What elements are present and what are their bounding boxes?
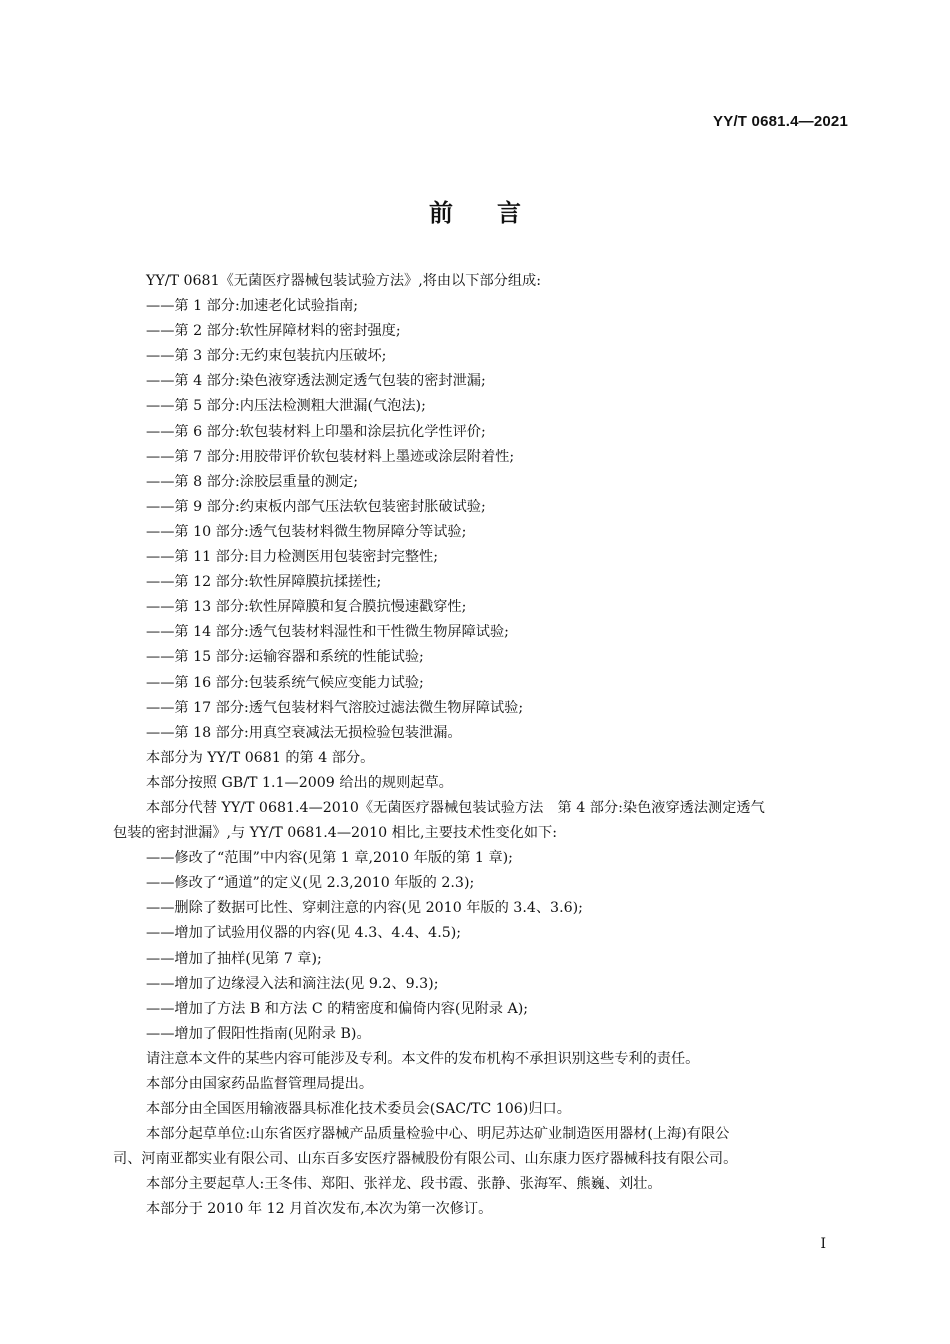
page-number: I — [820, 1236, 826, 1252]
list-item: ——第 7 部分:用胶带评价软包装材料上墨迹或涂层附着性; — [146, 448, 515, 465]
paragraph: YY/T 0681《无菌医疗器械包装试验方法》,将由以下部分组成: — [146, 273, 542, 289]
list-item: ——第 13 部分:软性屏障膜和复合膜抗慢速戳穿性; — [146, 599, 467, 616]
list-item: ——增加了抽样(见第 7 章); — [146, 950, 322, 967]
paragraph: 本部分于 2010 年 12 月首次发布,本次为第一次修订。 — [146, 1201, 493, 1218]
paragraph: 本部分起草单位:山东省医疗器械产品质量检验中心、明尼苏达矿业制造医用器材(上海)有限公 — [146, 1126, 730, 1143]
list-item: ——第 12 部分:软性屏障膜抗揉搓性; — [146, 574, 382, 591]
list-item: ——第 9 部分:约束板内部气压法软包装密封胀破试验; — [146, 498, 486, 515]
list-item: ——增加了假阳性指南(见附录 B)。 — [146, 1025, 371, 1042]
list-item: ——第 17 部分:透气包装材料气溶胶过滤法微生物屏障试验; — [146, 699, 524, 716]
list-item: ——第 14 部分:透气包装材料湿性和干性微生物屏障试验; — [146, 624, 509, 641]
list-item: ——增加了试验用仪器的内容(见 4.3、4.4、4.5); — [146, 925, 462, 942]
list-item: ——第 15 部分:运输容器和系统的性能试验; — [146, 649, 424, 666]
list-item: ——第 11 部分:目力检测医用包装密封完整性; — [146, 549, 439, 566]
list-item: ——第 3 部分:无约束包装抗内压破坏; — [146, 348, 387, 365]
list-item: ——第 10 部分:透气包装材料微生物屏障分等试验; — [146, 523, 467, 540]
list-item: ——第 4 部分:染色液穿透法测定透气包装的密封泄漏; — [146, 373, 486, 390]
paragraph-continuation: 司、河南亚都实业有限公司、山东百多安医疗器械股份有限公司、山东康力医疗器械科技有限公司。 — [113, 1151, 738, 1168]
list-item: ——增加了边缘浸入法和滴注法(见 9.2、9.3); — [146, 975, 439, 992]
document-body — [113, 269, 853, 1223]
paragraph: 本部分代替 YY/T 0681.4—2010《无菌医疗器械包装试验方法 第 4 部分:染色液穿透法测定透气 — [146, 799, 765, 816]
paragraph: 本部分按照 GB/T 1.1—2009 给出的规则起草。 — [146, 774, 453, 791]
page-title: 前言 — [429, 199, 565, 227]
list-item: ——删除了数据可比性、穿刺注意的内容(见 2010 年版的 3.4、3.6); — [146, 900, 583, 917]
list-item: ——第 18 部分:用真空衰减法无损检验包装泄漏。 — [146, 724, 462, 741]
paragraph: 请注意本文件的某些内容可能涉及专利。本文件的发布机构不承担识别这些专利的责任。 — [146, 1050, 700, 1067]
list-item: ——修改了“通道”的定义(见 2.3,2010 年版的 2.3); — [146, 875, 475, 892]
list-item: ——第 6 部分:软包装材料上印墨和涂层抗化学性评价; — [146, 423, 486, 440]
paragraph: 本部分由国家药品监督管理局提出。 — [146, 1076, 374, 1092]
list-item: ——增加了方法 B 和方法 C 的精密度和偏倚内容(见附录 A); — [146, 1000, 529, 1017]
list-item: ——第 5 部分:内压法检测粗大泄漏(气泡法); — [146, 398, 426, 415]
list-item: ——第 1 部分:加速老化试验指南; — [146, 298, 359, 315]
standard-code: YY/T 0681.4—2021 — [713, 113, 848, 130]
list-item: ——第 2 部分:软性屏障材料的密封强度; — [146, 323, 401, 340]
list-item: ——第 8 部分:涂胶层重量的测定; — [146, 473, 359, 490]
paragraph: 本部分由全国医用输液器具标准化技术委员会(SAC/TC 106)归口。 — [146, 1101, 571, 1118]
list-item: ——修改了“范围”中内容(见第 1 章,2010 年版的第 1 章); — [146, 850, 513, 867]
paragraph: 本部分为 YY/T 0681 的第 4 部分。 — [146, 749, 375, 766]
list-item: ——第 16 部分:包装系统气候应变能力试验; — [146, 674, 424, 691]
paragraph-continuation: 包装的密封泄漏》,与 YY/T 0681.4—2010 相比,主要技术性变化如下: — [113, 825, 557, 842]
paragraph: 本部分主要起草人:王冬伟、郑阳、张祥龙、段书霞、张静、张海军、熊巍、刘壮。 — [146, 1176, 662, 1193]
